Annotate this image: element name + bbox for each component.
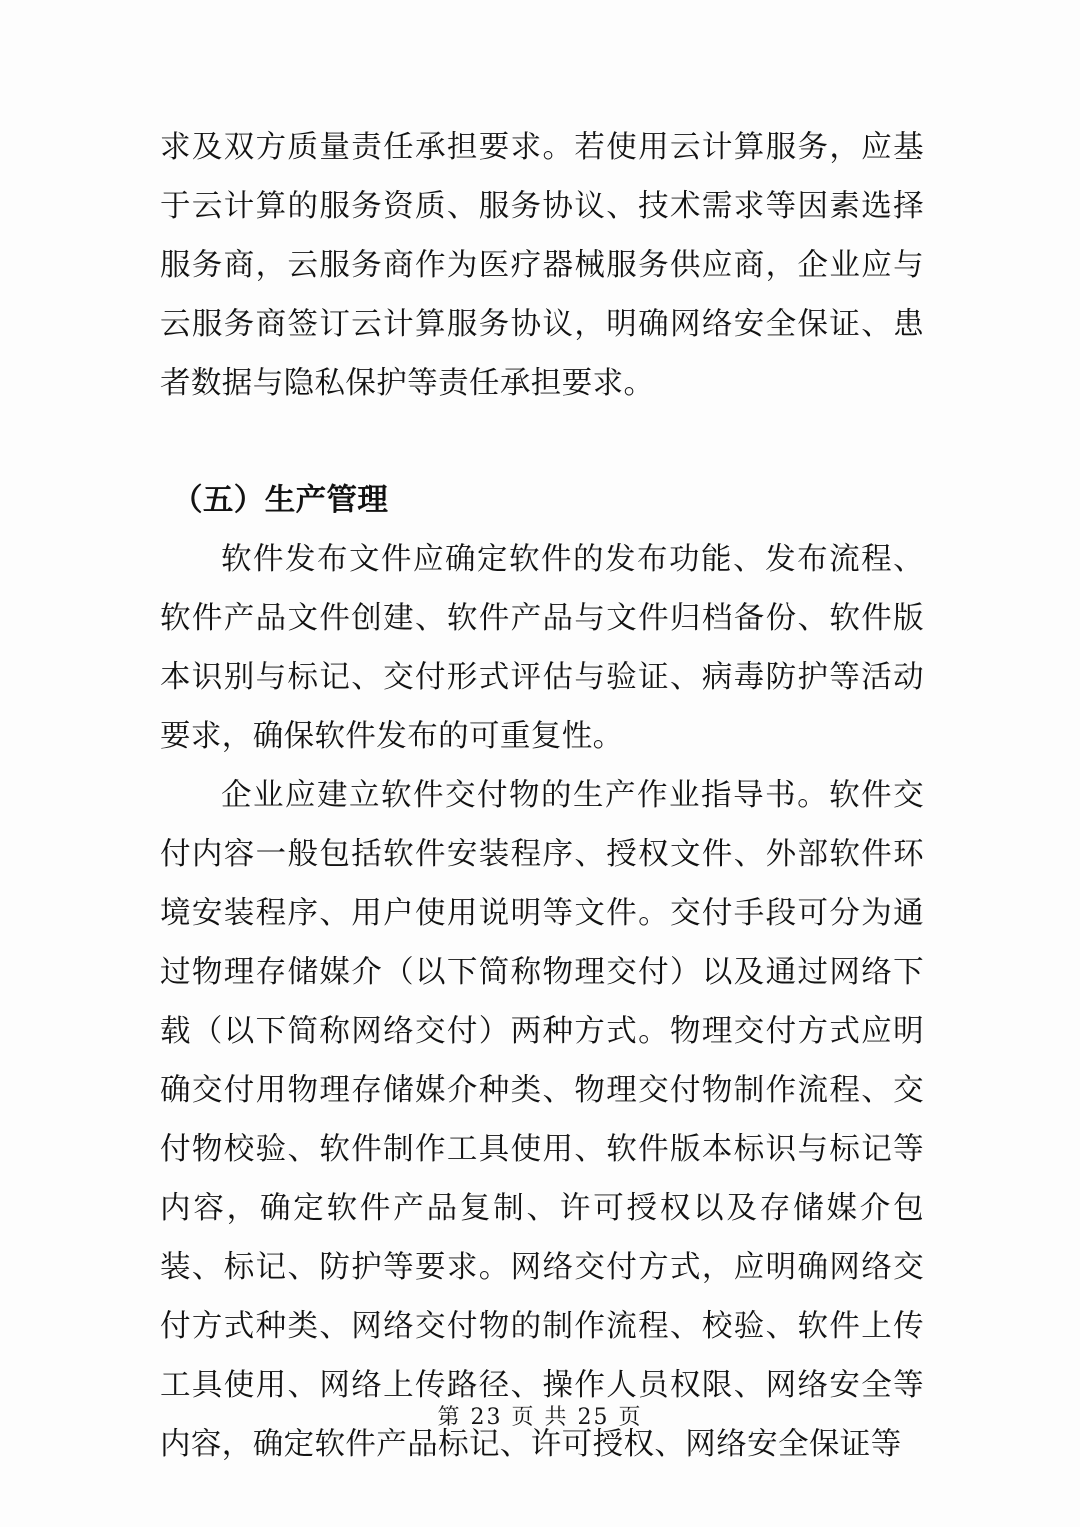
paragraph-software-delivery: 企业应建立软件交付物的生产作业指导书。软件交付内容一般包括软件安装程序、授权文件、外部软件环境安装程序、用户使用说明等文件。交付手段可分为通过物理存储媒介（以下简称物理交付）以及通过网络下载（以下简称网络交付）两种方式。物理交付方式应明确交付用物理存储媒介种类、物理交付物制作流程、交付物校验、软件制作工具使用、软件版本标识与标记等内容，确定软件产品复制、许可授权以及存储媒介包装、标记、防护等要求。网络交付方式，应明确网络交付方式种类、网络交付物的制作流程、校验、软件上传工具使用、网络上传路径、操作人员权限、网络安全等内容，确定软件产品标记、许可授权、网络安全保证等 <box>160 778 924 1462</box>
section-heading-production-management: （五）生产管理 <box>172 482 389 518</box>
page-footer: 第 23 页 共 25 页 <box>437 1405 643 1430</box>
page-body <box>160 118 924 1474</box>
paragraph-cloud-service: 求及双方质量责任承担要求。若使用云计算服务，应基于云计算的服务资质、服务协议、技术需求等因素选择服务商，云服务商作为医疗器械服务供应商，企业应与云服务商签订云计算服务协议，明确网络安全保证、患者数据与隐私保护等责任承担要求。 <box>160 130 924 401</box>
paragraph-software-release: 软件发布文件应确定软件的发布功能、发布流程、软件产品文件创建、软件产品与文件归档备份、软件版本识别与标记、交付形式评估与验证、病毒防护等活动要求，确保软件发布的可重复性。 <box>160 542 924 754</box>
